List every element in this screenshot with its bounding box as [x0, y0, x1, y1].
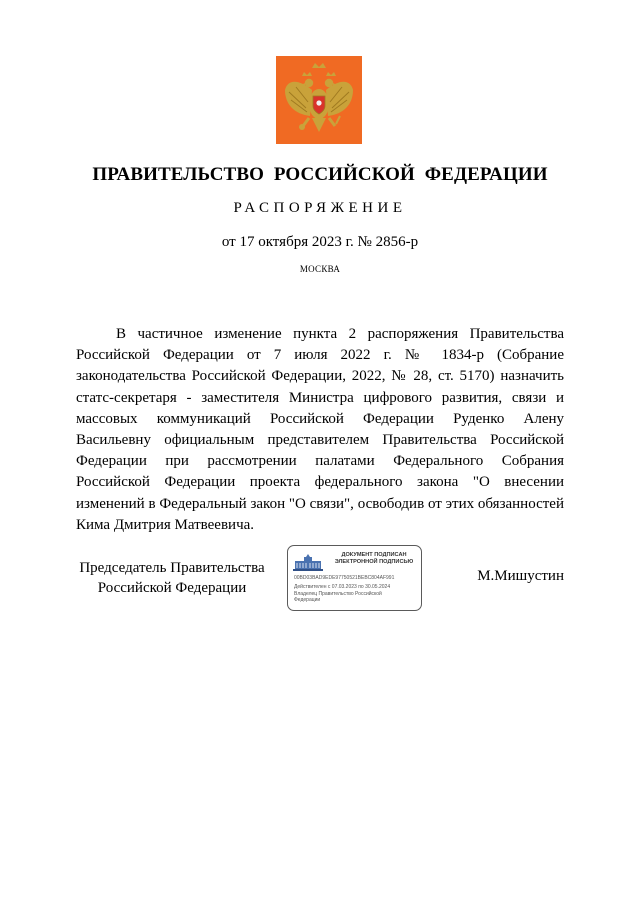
stamp-heading-line2: ЭЛЕКТРОННОЙ ПОДПИСЬЮ: [334, 559, 414, 565]
stamp-validity: Действителен с 07.03.2023 по 30.05.2024: [294, 584, 391, 590]
stamp-heading: [328, 552, 420, 566]
double-headed-eagle-icon: [276, 56, 362, 144]
signer-position: [72, 558, 272, 598]
document-type: РАСПОРЯЖЕНИЕ: [233, 200, 407, 216]
signer-position-line1: Председатель Правительства: [79, 560, 265, 576]
stamp-owner-line1: Владелец Правительство Российской: [294, 591, 382, 597]
coat-of-arms-emblem: [276, 56, 362, 144]
stamp-heading-line1: ДОКУМЕНТ ПОДПИСАН: [341, 552, 407, 558]
electronic-signature-stamp: [287, 545, 422, 611]
order-paragraph: В частичное изменение пункта 2 распоряжения Правительства Российской Федерации от 7 июля 2022 г. № 1834-р (Собрание законодательства Российской Федерации, 2022, № 28, ст. 5170) назначить статс-секретаря - заместителя Министра цифрового развития, связи и массовых коммуникаций Российской Федерации Руденко Алену Васильевну официальным представителем Правительства Российской Федерации при рассмотрении палатами Федерального Собрания Российской Федерации проекта федерального закона "О внесении изменений в Федеральный закон "О связи", освободив от этих обязанностей Кима Дмитрия Матвеевича.: [76, 326, 564, 533]
document-date-number: от 17 октября 2023 г. № 2856-р: [221, 234, 419, 250]
government-building-icon: [293, 553, 323, 571]
government-heading: ПРАВИТЕЛЬСТВО РОССИЙСКОЙ ФЕДЕРАЦИИ: [92, 164, 548, 185]
document-city: МОСКВА: [299, 264, 341, 274]
signer-position-line2: Российской Федерации: [97, 580, 247, 596]
signer-name: М.Мишустин: [477, 568, 564, 584]
stamp-certificate: 00BD03BAD9EDE97750521BEBC804AF991: [294, 575, 395, 581]
stamp-owner-line2: Федерации: [294, 597, 321, 603]
